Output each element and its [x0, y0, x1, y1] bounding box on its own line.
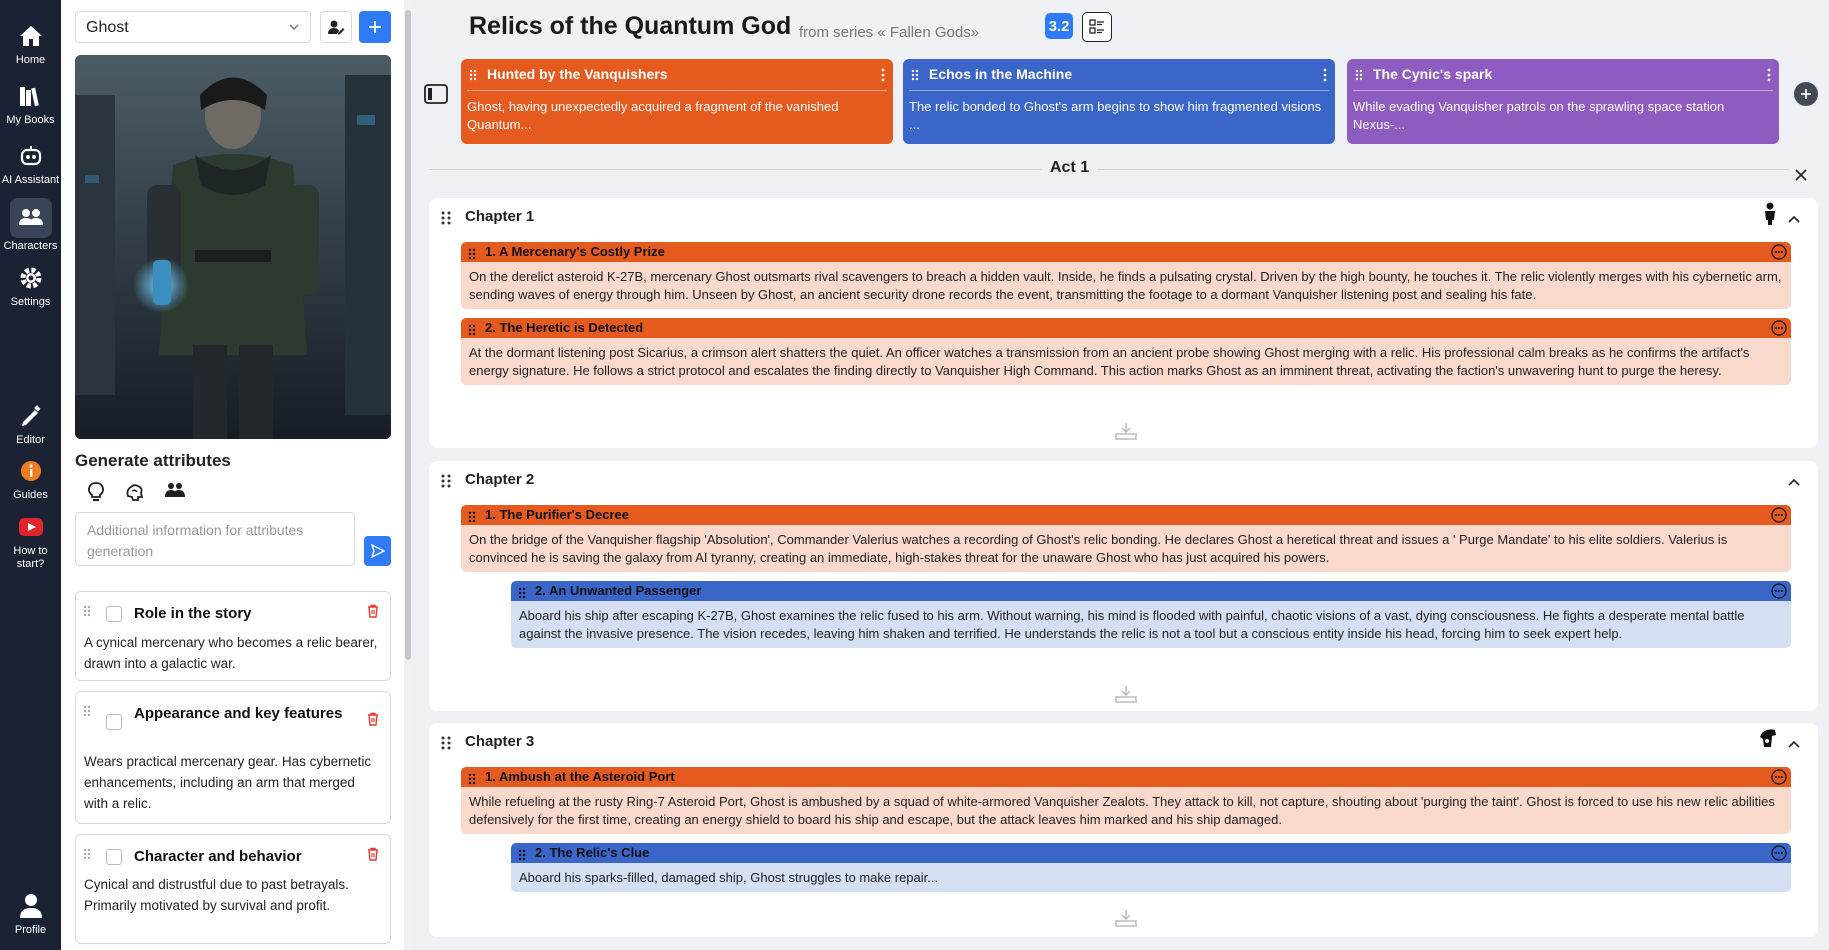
plotline-title: The Cynic's spark: [1373, 66, 1493, 82]
attribute-body: Wears practical mercenary gear. Has cybernetic enhancements, including an arm that merged with a relic.: [84, 754, 372, 811]
list-icon: [1089, 19, 1105, 35]
youtube-icon: [10, 511, 52, 545]
plus-icon: [1800, 88, 1812, 100]
sidebar-icon: [424, 84, 448, 104]
drag-handle-icon[interactable]: [518, 847, 526, 867]
scene-summary: Aboard his ship after escaping K-27B, Ghost examines the relic fused to his arm. Without warning, his mind is flooded with painful, chaotic visions of a vast, dying consciousness. He fights a desperate mental battle against the invasive presence. The vision recedes, leaving him shaken and terrified. He understands the relic is not a tool but a conscious entity inside his head, forcing him to seek expert help.: [511, 601, 1791, 648]
book-series: from series « Fallen Gods»: [799, 24, 980, 41]
drag-handle-icon[interactable]: [83, 604, 91, 622]
chevron-down-icon: [288, 20, 300, 38]
drag-handle-icon[interactable]: [441, 736, 451, 755]
nav-label: My Books: [6, 114, 55, 126]
sidebar-toggle-button[interactable]: [424, 84, 448, 109]
more-horizontal-icon[interactable]: [1771, 507, 1787, 529]
plotline-divider: [909, 90, 1329, 91]
outline-view-button[interactable]: [1082, 12, 1112, 42]
add-scene-icon[interactable]: [1115, 909, 1137, 932]
nav-label: Home: [15, 54, 46, 66]
more-vertical-icon[interactable]: [1767, 68, 1771, 87]
nav-label: How to start?: [13, 545, 48, 570]
nav-editor[interactable]: [0, 400, 61, 447]
book-title: Relics of the Quantum God: [469, 12, 792, 40]
scene-card[interactable]: [461, 767, 1791, 834]
scene-summary: On the bridge of the Vanquisher flagship 'Absolution', Commander Valerius watches a recording of Ghost's relic bonding. He declares Ghost a heretical threat and issues a ' Purge Mandate' to his elite soldiers. Valerius is convinced he is saving the galaxy from AI tyranny, creating an immediate, high-stakes threat for the unaware Ghost who has just acquired his powers.: [461, 525, 1791, 572]
character-panel: [61, 0, 404, 950]
plotline-card-1[interactable]: [461, 59, 893, 144]
more-horizontal-icon[interactable]: [1771, 845, 1787, 867]
more-vertical-icon[interactable]: [881, 68, 885, 87]
scene-card[interactable]: [461, 242, 1791, 309]
main-nav: [0, 0, 61, 950]
nav-label: Editor: [16, 434, 45, 446]
plus-icon: [368, 20, 382, 34]
more-horizontal-icon[interactable]: [1771, 769, 1787, 791]
attribute-title: Role in the story: [134, 605, 252, 622]
drag-handle-icon[interactable]: [469, 68, 477, 86]
chevron-up-icon[interactable]: [1788, 735, 1800, 753]
plotline-card-2[interactable]: [903, 59, 1335, 144]
plotline-card-3[interactable]: [1347, 59, 1779, 144]
more-vertical-icon[interactable]: [1323, 68, 1327, 87]
chevron-up-icon[interactable]: [1788, 473, 1800, 491]
chapter-title[interactable]: Chapter 1: [465, 208, 535, 225]
close-icon[interactable]: [1795, 168, 1807, 186]
gear-icon: [10, 262, 52, 296]
generate-attributes-title: Generate attributes: [75, 451, 231, 470]
books-icon: [10, 80, 52, 114]
scene-title: 1. A Mercenary's Costly Prize: [485, 244, 665, 259]
scene-summary: Aboard his sparks-filled, damaged ship, Ghost struggles to make repair...: [511, 863, 1791, 892]
character-select-value: Ghost: [86, 19, 129, 36]
attribute-body: A cynical mercenary who becomes a relic bearer, drawn into a galactic war.: [84, 635, 378, 671]
user-edit-icon: [327, 19, 345, 35]
more-horizontal-icon[interactable]: [1771, 244, 1787, 266]
panel-scrollbar-thumb[interactable]: [405, 10, 411, 660]
nav-label: AI Assistant: [1, 174, 60, 186]
robot-icon: [10, 140, 52, 174]
chapter-card-1: [429, 198, 1818, 448]
more-horizontal-icon[interactable]: [1771, 320, 1787, 342]
attribute-body: Cynical and distrustful due to past betrayals. Primarily motivated by survival and profit.: [84, 877, 349, 913]
plotline-description: While evading Vanquisher patrols on the sprawling space station Nexus-...: [1353, 99, 1725, 132]
generate-options: [87, 482, 185, 507]
trash-icon[interactable]: [366, 847, 380, 866]
send-icon: [371, 544, 385, 558]
nav-home[interactable]: [0, 20, 61, 67]
chapter-title[interactable]: Chapter 2: [465, 471, 535, 488]
scene-card[interactable]: [461, 505, 1791, 572]
plotline-description: The relic bonded to Ghost's arm begins to show him fragmented visions ...: [909, 99, 1322, 132]
users-icon[interactable]: [165, 482, 185, 507]
lightbulb-icon[interactable]: [87, 482, 105, 507]
nav-guides[interactable]: [0, 455, 61, 502]
scene-card[interactable]: [511, 843, 1791, 892]
scene-summary: On the derelict asteroid K-27B, mercenary Ghost outsmarts rival scavengers to breach a hidden vault. Inside, he finds a pulsating crystal. Driven by the high bounty, he touches it. The relic violently merges with his cybernetic arm, sending waves of energy through him. Unseen by Ghost, an ancient security drone records the event, transmitting the footage to a dormant Vanquisher listening post and sealing his fate.: [461, 262, 1791, 309]
attributes-info-input[interactable]: Additional information for attributes generation: [75, 512, 355, 566]
plotline-description: Ghost, having unexpectedly acquired a fragment of the vanished Quantum...: [467, 99, 839, 132]
add-scene-icon[interactable]: [1115, 422, 1137, 445]
chevron-up-icon[interactable]: [1788, 210, 1800, 228]
attribute-card-role[interactable]: [75, 591, 391, 681]
attribute-checkbox[interactable]: [106, 849, 122, 865]
scene-title: 2. The Heretic is Detected: [485, 320, 644, 335]
more-horizontal-icon[interactable]: [1771, 583, 1787, 605]
users-icon: [10, 198, 52, 238]
nav-profile[interactable]: [0, 890, 61, 937]
scene-title: 2. An Unwanted Passenger: [535, 583, 702, 598]
plotline-divider: [467, 90, 887, 91]
character-settings-button[interactable]: [320, 11, 352, 43]
drag-handle-icon[interactable]: [441, 211, 451, 230]
chapter-title[interactable]: Chapter 3: [465, 733, 535, 750]
scene-summary: At the dormant listening post Sicarius, a crimson alert shatters the quiet. An officer watches a transmission from an ancient probe showing Ghost merging with a relic. His professional calm breaks as he confirms the artifact's energy signature. He follows a strict protocol and escalates the finding directly to Vanquisher High Command. This action marks Ghost as an imminent threat, activating the faction's unwavering hunt to purge the heresy.: [461, 338, 1791, 385]
add-scene-icon[interactable]: [1115, 685, 1137, 708]
scene-title: 1. The Purifier's Decree: [485, 507, 629, 522]
attribute-card-character[interactable]: [75, 834, 391, 944]
drag-handle-icon[interactable]: [83, 847, 91, 865]
plotline-title: Echos in the Machine: [929, 66, 1073, 82]
scene-title: 1. Ambush at the Asteroid Port: [485, 769, 675, 784]
add-character-button[interactable]: [359, 11, 391, 43]
drag-handle-icon[interactable]: [1355, 68, 1363, 86]
user-icon: [10, 890, 52, 924]
home-icon: [10, 20, 52, 54]
chapter-card-3: [429, 723, 1818, 937]
character-portrait: [75, 55, 391, 439]
drag-handle-icon[interactable]: [441, 474, 451, 493]
nav-label: Profile: [14, 924, 47, 936]
plotline-divider: [1353, 90, 1773, 91]
nav-how-to-start[interactable]: [0, 511, 61, 571]
scene-card[interactable]: [461, 318, 1791, 385]
nav-settings[interactable]: [0, 262, 61, 309]
drag-handle-icon[interactable]: [83, 704, 91, 722]
scene-card[interactable]: [511, 581, 1791, 648]
scene-title: 2. The Relic's Clue: [535, 845, 650, 860]
act-divider: [429, 169, 1789, 170]
act-title: Act 1: [1042, 159, 1097, 177]
nav-characters[interactable]: [0, 198, 61, 253]
drag-handle-icon[interactable]: [468, 771, 476, 791]
character-avatar-icon[interactable]: [1762, 202, 1778, 231]
nav-label: Characters: [3, 240, 58, 252]
nav-ai-assistant[interactable]: [0, 140, 61, 187]
trash-icon[interactable]: [366, 604, 380, 623]
pen-icon: [10, 400, 52, 434]
attribute-checkbox[interactable]: [106, 606, 122, 622]
nav-label: Guides: [13, 489, 48, 501]
brain-icon[interactable]: [125, 482, 145, 507]
drag-handle-icon[interactable]: [911, 68, 919, 86]
info-icon: [10, 455, 52, 489]
attribute-card-appearance[interactable]: [75, 691, 391, 824]
nav-label: Settings: [10, 296, 51, 308]
attribute-checkbox[interactable]: [106, 714, 122, 730]
drag-handle-icon[interactable]: [468, 246, 476, 266]
trash-icon[interactable]: [366, 712, 380, 731]
attribute-title: Appearance and key features: [134, 705, 343, 722]
chapter-card-2: [429, 461, 1818, 711]
nav-my-books[interactable]: [0, 80, 61, 127]
book-outline-main: [412, 0, 1829, 950]
add-plotline-button[interactable]: [1794, 82, 1818, 106]
plotline-title: Hunted by the Vanquishers: [487, 66, 668, 82]
character-avatar-icon[interactable]: [1758, 727, 1778, 754]
drag-handle-icon[interactable]: [518, 585, 526, 605]
send-button[interactable]: [364, 536, 391, 566]
version-badge[interactable]: 3.2: [1045, 13, 1073, 39]
character-select[interactable]: [75, 11, 311, 43]
attribute-title: Character and behavior: [134, 848, 302, 865]
drag-handle-icon[interactable]: [468, 322, 476, 342]
drag-handle-icon[interactable]: [468, 509, 476, 529]
scene-summary: While refueling at the rusty Ring-7 Asteroid Port, Ghost is ambushed by a squad of white-armored Vanquisher Zealots. They attack to kill, not capture, shouting about 'purging the taint'. Ghost is forced to use his new relic abilities defensively for the first time, creating an energy shield to board his ship and escape, but the attack leaves him marked and his ship damaged.: [461, 787, 1791, 834]
